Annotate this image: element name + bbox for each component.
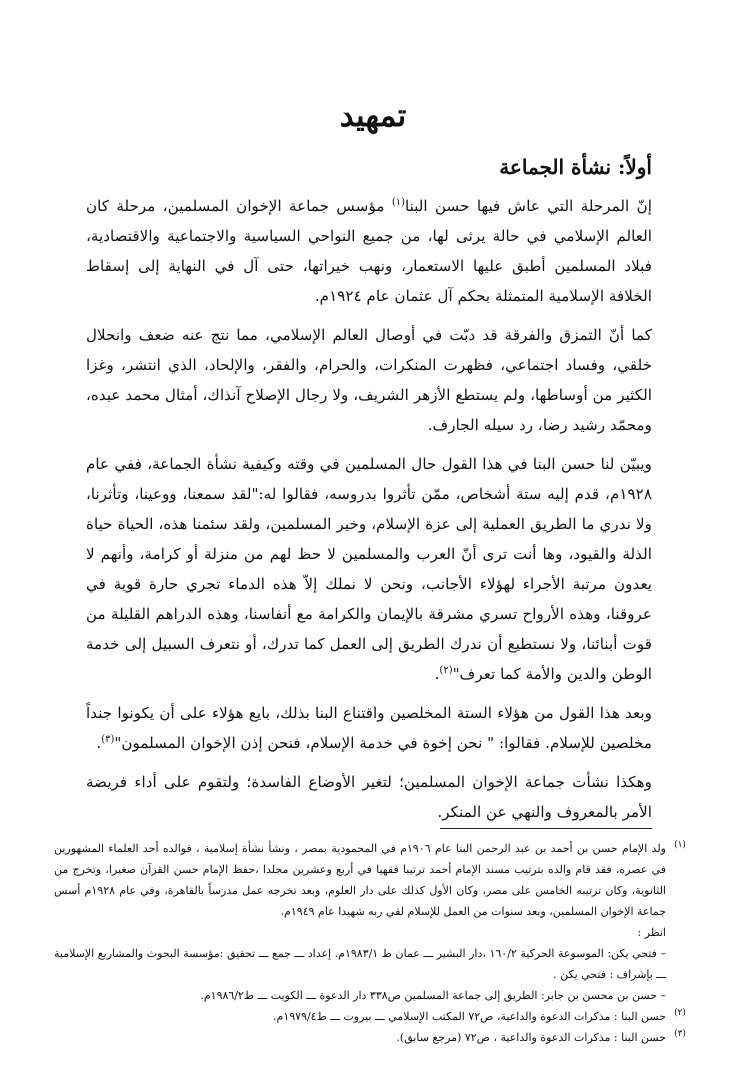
footnote-text: انظر : <box>637 926 666 939</box>
footnotes <box>54 838 694 1048</box>
footnote-text: حسن البنا : مذكرات الدعوة والداعية ، ص٧٢ (مرجع سابق). <box>396 1031 666 1044</box>
footnote-number: (٣) <box>674 1029 686 1039</box>
footnote-ref[interactable]: (١) <box>391 196 405 208</box>
footnote <box>54 1027 694 1048</box>
footnote-ref[interactable]: (٢) <box>439 664 453 676</box>
paragraph: إنّ المرحلة التي عاش فيها حسن البنا$^{(١)}$ مؤسس جماعة الإخوان المسلمين، مرحلة كان العالم الإسلامي في حالة يرثى لها، من جميع النواحي السياسية والاجتماعية والاقتصادية، فبلاد المسلمين أطبق عليها الاستعمار، ونهب خيراتها، حتى آل في النهاية إلى إسقاط الخلافة الإسلامية المتمثلة بحكم آل عثمان عام ١٩٢٤م. <box>86 196 652 305</box>
footnote-text: – حسن بن محسن بن جابر: الطريق إلى جماعة المسلمين ص٣٣٨ دار الدعوة ـــ الكويت ـــ ط١٩٨٦/٢م. <box>200 989 666 1002</box>
paragraph: وبعد هذا القول من هؤلاء الستة المخلصين واقتناع البنا بذلك، بايع هؤلاء على أن يكونوا جنداً مخلصين للإسلام. فقالوا: " نحن إخوة في خدمة الإسلام، فنحن إذن الإخوان المسلمون"$^{(٣)}$. <box>86 704 652 752</box>
footnote-text: حسن البنا : مذكرات الدعوة والداعية، ص٧٢ المكتب الإسلامي ـــ بيروت ـــ ط١٩٧٩/٤م. <box>273 1010 666 1023</box>
paragraph: كما أنّ التمزق والفرقة قد دبّت في أوصال العالم الإسلامي، مما نتج عنه ضعف وانحلال خلقي، وفساد اجتماعي، فظهرت المنكرات، والحرام، والفقر، والإلحاد، الذي انتشر، وغزا الكثير من أوساطها، ولم يستطع الأزهر الشريف، ولا رجال الإصلاح آنذاك، أمثال محمد عبده، ومحمّد رشيد رضا، رد سيله الجارف. <box>86 326 652 434</box>
footnote <box>54 838 694 1006</box>
footnote-ref[interactable]: (٣) <box>101 733 115 745</box>
paragraph: وهكذا نشأت جماعة الإخوان المسلمين؛ لتغير الأوضاع الفاسدة؛ ولتقوم على أداء فريضة الأمر بالمعروف والنهي عن المنكر. <box>86 773 652 821</box>
footnote-text: ولد الإمام حسن بن أحمد بن عبد الرحمن البنا عام ١٩٠٦م في المحمودية بمصر ، ونشأ نشأة إسلامية ، فوالده أحد العلماء المشهورين في عصره، فقد قام والده بترتيب مسند الإمام أحمد ترتيبا فقهيا في أربع وعشرين مجلدا ،حفظ الإمام حسن القرآن صغيرا، وتخرج من الثانوية، وكان ترتيبه الخامس على مصر، وكان الأول كذلك على دار العلوم، وبعد تخرجه عمل مدرساً بالقاهرة، وفي عام ١٩٢٨م أسس جماعة الإخوان المسلمين، وبعد سنوات من العمل للإسلام لقي ربه شهيدا عام ١٩٤٩م. <box>54 842 666 918</box>
footnote-number: (٢) <box>674 1008 686 1018</box>
page-title: تمهيد <box>339 98 407 134</box>
footnote-separator <box>440 828 652 829</box>
footnote-text: – فتحي يكن: الموسوعة الحركية ١٦٠/٢ ،دار البشير ـــ عمان ط ١٩٨٣/١م. إعداد ـــ جمع ـــ تحقيق :مؤسسة البحوث والمشاريع الإسلامية ـــ بإشراف : فتحي يكن . <box>54 947 666 981</box>
section-heading: أولاً: نشأة الجماعة <box>499 155 652 179</box>
body-text <box>86 191 652 836</box>
paragraph: ويبيّن لنا حسن البنا في هذا القول حال المسلمين في وقته وكيفية نشأة الجماعة، ففي عام ١٩٢٨م، قدم إليه ستة أشخاص، ممّن تأثروا بدروسه، فقالوا له:"لقد سمعنا، ووعينا، وتأثرنا، ولا ندري ما الطريق العملية إلى عزة الإسلام، وخير المسلمين، ولقد سئمنا هذه، الحياة حياة الذلة والقيود، وها أنت ترى أنّ العرب والمسلمين لا حظ لهم من منزلة أو كرامة، وأنهم لا يعدون مرتبة الأجراء لهؤلاء الأجانب، ونحن لا نملك إلاّ هذه الدماء تجري حارة قوية في عروقنا، وهذه الأرواح تسري مشرقة بالإيمان والكرامة مع أنفاسنا، وهذه الدراهم القليلة من قوت أبنائنا، ولا نستطيع أن ندرك الطريق إلى العمل كما تدرك، أو نتعرف السبيل إلى خدمة الوطن والدين والأمة كما تعرف"$^{(٢)}$. <box>86 455 652 683</box>
footnote-number: (١) <box>674 840 686 850</box>
footnote <box>54 1006 694 1027</box>
